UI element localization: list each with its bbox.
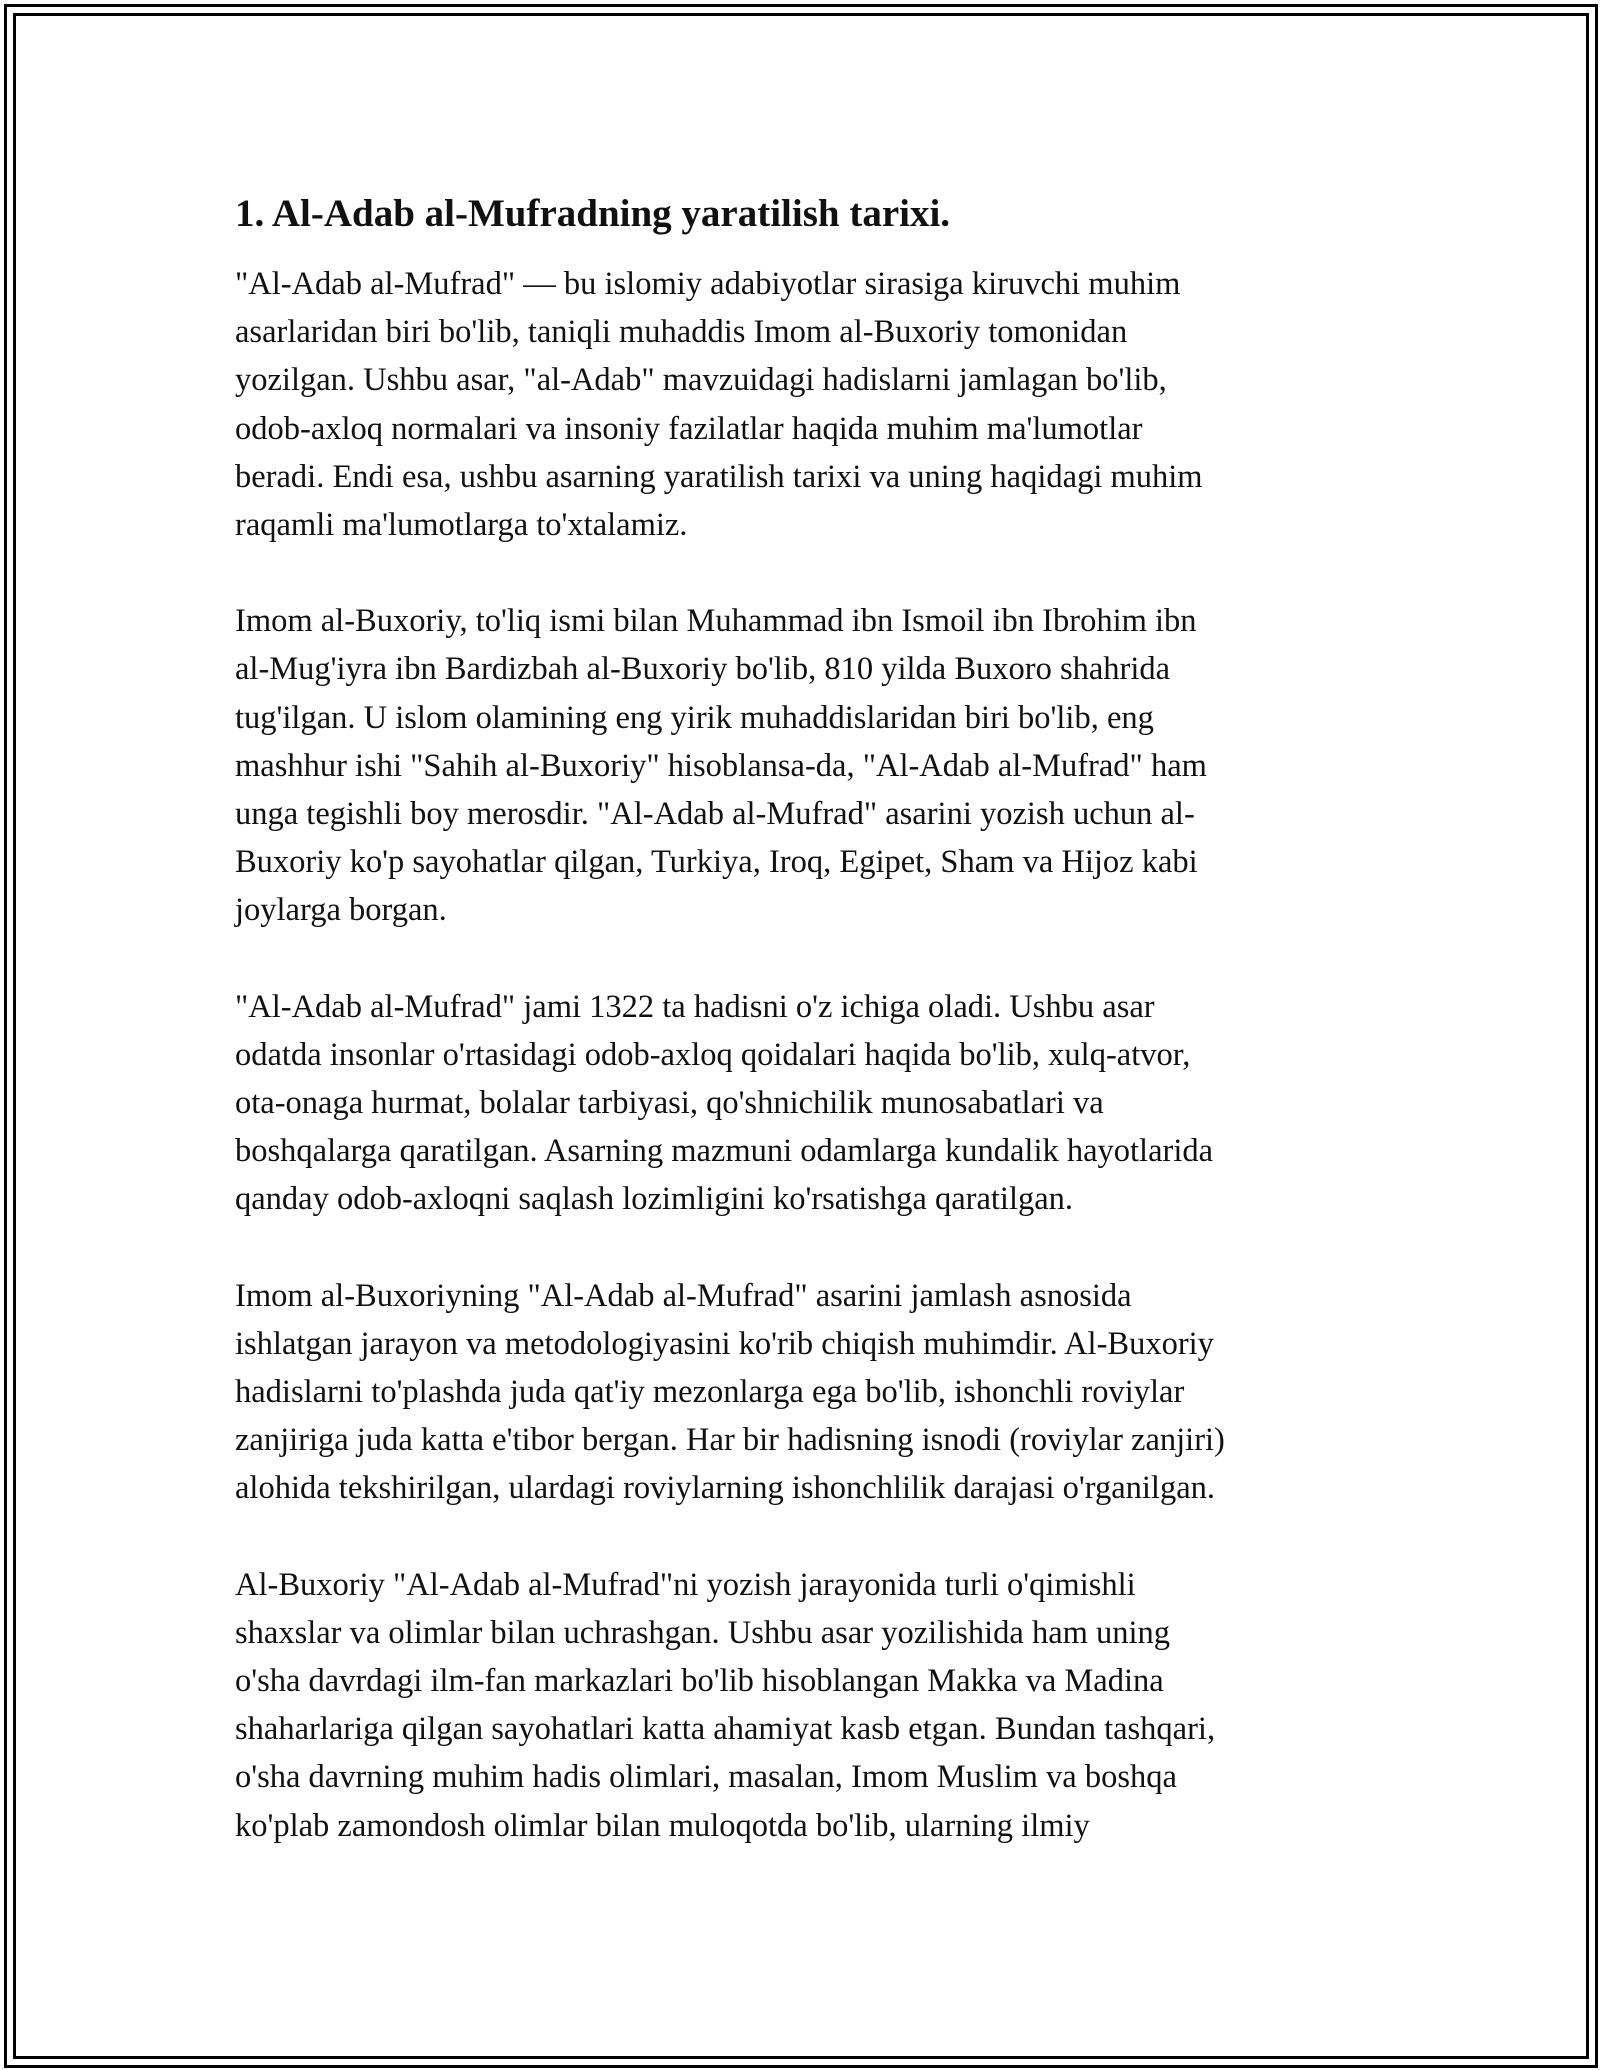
paragraph-3: "Al-Adab al-Mufrad" jami 1322 ta hadisni o'z ichiga oladi. Ushbu asar odatda insonlar o'rtasidagi odob-axloq qoidalari haqida bo'lib, xulq-atvor, ota-onaga hurmat, bolalar tarbiyasi, qo'shnichilik munosabatlari va boshqalarga qaratilgan. Asarning mazmuni odamlarga kundalik hayotlarida qanday odob-axloqni saqlash lozimligini ko'rsatishga qaratilgan.	[235, 988, 1214, 1218]
paragraph-1: "Al-Adab al-Mufrad" — bu islomiy adabiyotlar sirasiga kiruvchi muhim asarlaridan biri bo'lib, taniqli muhaddis Imom al-Buxoriy tomonidan yozilgan. Ushbu asar, "al-Adab" mavzuidagi hadislarni jamlagan bo'lib, odob-axloq normalari va insoniy fazilatlar haqida muhim ma'lumotlar beradi. Endi esa, ushbu asarning yaratilish tarixi va uning haqidagi muhim raqamli ma'lumotlarga to'xtalamiz.	[235, 266, 1203, 544]
document-body	[235, 190, 1365, 1898]
paragraph-5: Al-Buxoriy "Al-Adab al-Mufrad"ni yozish jarayonida turli o'qimishli shaxslar va olimlar bilan uchrashgan. Ushbu asar yozilishida ham uning o'sha davrdagi ilm-fan markazlari bo'lib hisoblangan Makka va Madina shaharlariga qilgan sayohatlari katta ahamiyat kasb etgan. Bundan tashqari, o'sha davrning muhim hadis olimlari, masalan, Imom Muslim va boshqa ko'plab zamondosh olimlar bilan muloqotda bo'lib, ularning ilmiy	[235, 1566, 1216, 1844]
section-heading: 1. Al-Adab al-Mufradning yaratilish tarixi.	[235, 192, 951, 235]
paragraph-2: Imom al-Buxoriy, to'liq ismi bilan Muhammad ibn Ismoil ibn Ibrohim ibn al-Mug'iyra ibn Bardizbah al-Buxoriy bo'lib, 810 yilda Buxoro shahrida tug'ilgan. U islom olamining eng yirik muhaddislaridan biri bo'lib, eng mashhur ishi "Sahih al-Buxoriy" hisoblansa-da, "Al-Adab al-Mufrad" ham unga tegishli boy merosdir. "Al-Adab al-Mufrad" asarini yozish uchun al- Buxoriy ko'p sayohatlar qilgan, Turkiya, Iroq, Egipet, Sham va Hijoz kabi joylarga borgan.	[235, 603, 1207, 929]
paragraph-4: Imom al-Buxoriyning "Al-Adab al-Mufrad" asarini jamlash asnosida ishlatgan jarayon va metodologiyasini ko'rib chiqish muhimdir. Al-Buxoriy hadislarni to'plashda juda qat'iy mezonlarga ega bo'lib, ishonchli roviylar zanjiriga juda katta e'tibor bergan. Har bir hadisning isnodi (roviylar zanjiri) alohida tekshirilgan, ulardagi roviylarning ishonchlilik darajasi o'rganilgan.	[235, 1277, 1225, 1507]
